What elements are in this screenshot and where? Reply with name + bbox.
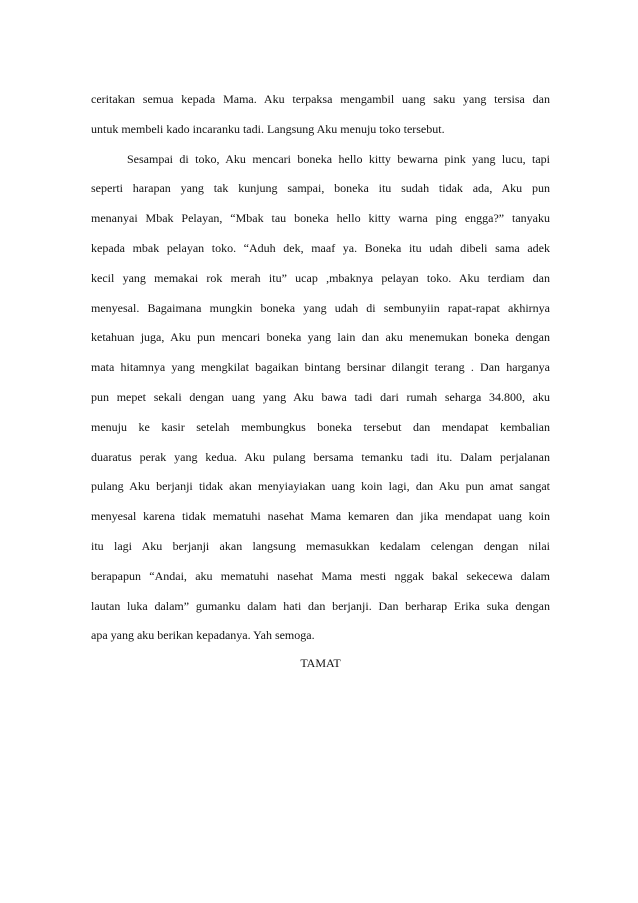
text-line: untuk membeli kado incaranku tadi. Langsung Aku menuju toko tersebut.: [91, 121, 445, 136]
text-line: mata hitamnya yang mengkilat bagaikan bintang bersinar dilangit terang . Dan harganya: [91, 360, 550, 375]
text-line: lautan luka dalam” gumanku dalam hati dan berjanji. Dan berharap Erika suka dengan: [91, 598, 550, 613]
text-line: Sesampai di toko, Aku mencari boneka hello kitty bewarna pink yang lucu, tapi: [127, 151, 550, 166]
text-line: ceritakan semua kepada Mama. Aku terpaksa mengambil uang saku yang tersisa dan: [91, 92, 550, 106]
text-line: apa yang aku berikan kepadanya. Yah semoga.: [91, 628, 315, 643]
text-line: berapapun “Andai, aku mematuhi nasehat Mama mesti nggak bakal sekecewa dalam: [91, 568, 550, 583]
story-text: [91, 88, 550, 654]
text-line: kepada mbak pelayan toko. “Aduh dek, maaf ya. Boneka itu udah dibeli sama adek: [91, 240, 550, 255]
text-line: ketahuan juga, Aku pun mencari boneka yang lain dan aku menemukan boneka dengan: [91, 330, 550, 345]
paragraph: [91, 88, 550, 148]
text-line: seperti harapan yang tak kunjung sampai, boneka itu sudah tidak ada, Aku pun: [91, 181, 550, 196]
text-line: menyesal karena tidak mematuhi nasehat Mama kemaren dan jika mendapat uang koin: [91, 509, 550, 524]
text-line: kecil yang memakai rok merah itu” ucap ,mbaknya pelayan toko. Aku terdiam dan: [91, 270, 550, 285]
text-line: duaratus perak yang kedua. Aku pulang bersama temanku tadi itu. Dalam perjalanan: [91, 449, 550, 464]
text-line: itu lagi Aku berjanji akan langsung memasukkan kedalam celengan dengan nilai: [91, 538, 550, 553]
paragraph: [91, 148, 550, 655]
text-line: menuju ke kasir setelah membungkus boneka tersebut dan mendapat kembalian: [91, 419, 550, 434]
text-line: pulang Aku berjanji tidak akan menyiayiakan uang koin lagi, dan Aku pun amat sangat: [91, 479, 550, 494]
text-line: pun mepet sekali dengan uang yang Aku bawa tadi dari rumah seharga 34.800, aku: [91, 389, 550, 404]
text-line: menanyai Mbak Pelayan, “Mbak tau boneka hello kitty warna ping engga?” tanyaku: [91, 211, 550, 226]
text-line: menyesal. Bagaimana mungkin boneka yang udah di sembunyiin rapat-rapat akhirnya: [91, 300, 550, 315]
ending-text: TAMAT: [300, 656, 341, 670]
